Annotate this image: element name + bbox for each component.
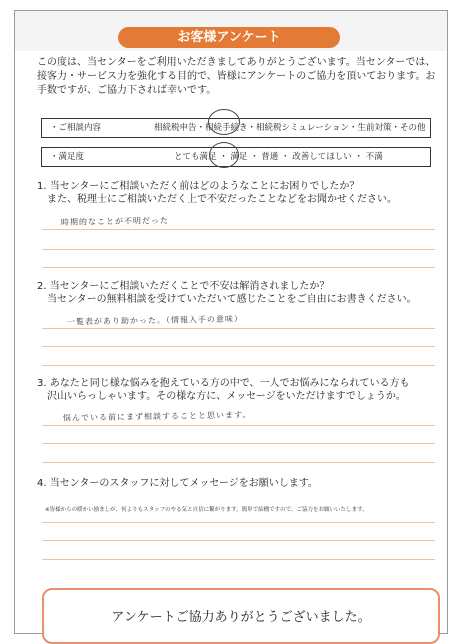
question-3: 3. あなたと同じ様な悩みを抱えている方の中で、一人でお悩みになられている方も 沢山いらっしゃいます。その様な方に、メッセージをいただけますでしょうか。	[37, 378, 410, 402]
answer-2: 一覧表があり助かった。（情報入手の意味）	[66, 314, 244, 327]
answer-line	[42, 328, 435, 329]
satisfaction-label: ・満足度	[50, 152, 85, 162]
survey-sheet	[14, 10, 448, 634]
answer-line	[42, 365, 435, 366]
page-title: お客様アンケート	[118, 27, 340, 48]
answer-line	[42, 522, 435, 523]
answer-line	[42, 540, 435, 541]
answer-line	[42, 443, 435, 444]
answer-3: 悩んでいる前にまず相談することと思います。	[62, 410, 252, 423]
answer-line	[42, 425, 435, 426]
selected-satisfaction-circle	[209, 142, 239, 168]
closing-text: アンケートご協力ありがとうございました。	[111, 610, 371, 625]
answer-1: 時期的なことが不明だった	[60, 216, 170, 227]
satisfaction-options: とても満足 ・ 満足 ・ 普通 ・ 改善してほしい ・ 不満	[174, 152, 383, 162]
consultation-label: ・ご相談内容	[50, 123, 102, 133]
question-2: 2. 当センターにご相談いただくことで不安は解消されましたか？ 当センターの無料相談を受けていただいて感じたことをご自由にお書きください。	[37, 281, 417, 305]
answer-line	[42, 462, 435, 463]
note-text: ※皆様からの暖かい励ましが、何よりもスタッフのやる気と自信に繋がります。簡単で結構ですので、ご協力をお願いいたします。	[45, 507, 368, 513]
intro-text: この度は、当センターをご利用いただきましてありがとうございます。当センターでは、接客力・サービス力を強化する目的で、皆様にアンケートのご協力を頂いております。お手数ですが、ご協力下されば幸いです。	[37, 57, 436, 96]
answer-line	[42, 267, 435, 268]
answer-line	[42, 346, 435, 347]
answer-line	[42, 559, 435, 560]
question-4: 4. 当センターのスタッフに対してメッセージをお願いします。	[37, 478, 318, 489]
answer-line	[42, 249, 435, 250]
selected-consultation-circle	[208, 109, 240, 135]
answer-line	[42, 229, 435, 230]
title-bar	[15, 11, 447, 51]
consultation-options: 相続税申告・相続手続き・相続税シミュレーション・生前対策・その他	[154, 123, 426, 133]
closing-box	[42, 588, 440, 644]
question-1: 1. 当センターにご相談いただく前はどのようなことにお困りでしたか？ また、税理士にご相談いただく上で不安だったことなどをお聞かせください。	[37, 181, 397, 205]
